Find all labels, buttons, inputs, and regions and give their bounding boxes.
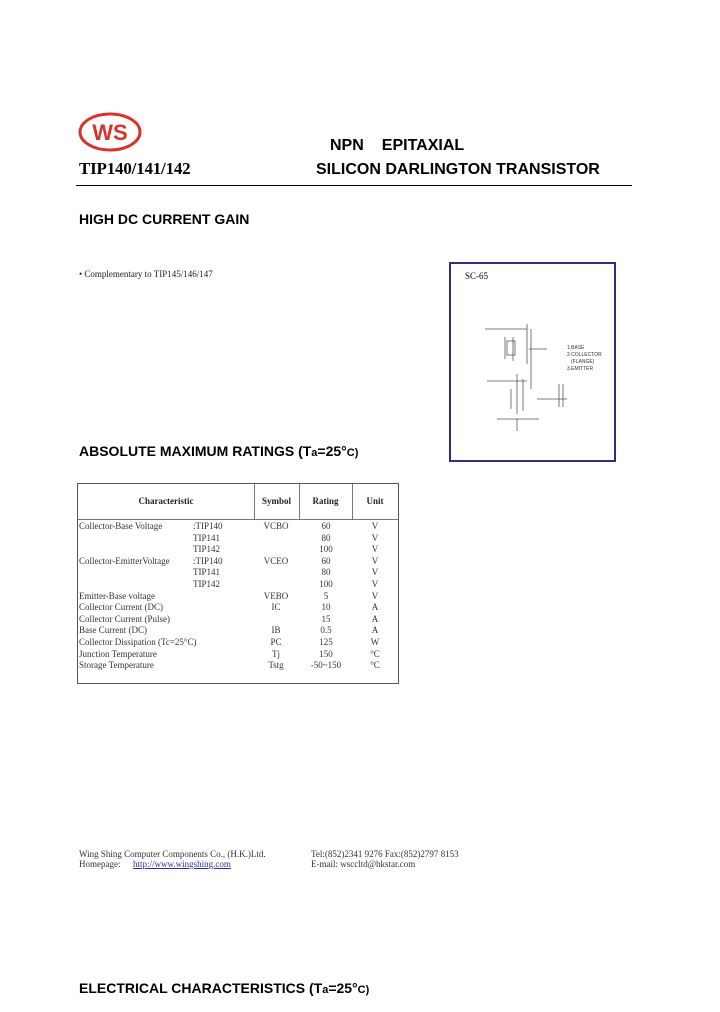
cell-characteristic: Collector-Base Voltage — [79, 521, 163, 531]
cell-unit: V — [371, 532, 379, 543]
package-outline-box — [449, 262, 616, 462]
table-row — [78, 614, 398, 625]
cell-characteristic: Storage Temperature — [79, 660, 154, 671]
cell-subtype: TIP141 — [193, 567, 220, 578]
cell-symbol: VCBO — [263, 521, 289, 531]
amr-heading-value: =25° — [317, 443, 347, 459]
cell-symbol: Tj — [272, 648, 280, 659]
table-row — [78, 602, 398, 613]
title-process: EPITAXIAL — [381, 137, 465, 154]
cell-characteristic: Collector Current (Pulse) — [79, 613, 170, 624]
table-row — [78, 544, 398, 555]
cell-rating: 5 — [323, 590, 329, 601]
header-divider — [76, 185, 632, 186]
cell-rating: 0.5 — [320, 625, 332, 636]
footer-email: E-mail: wsccltd@hkstar.com — [311, 859, 416, 869]
table-row — [78, 521, 398, 532]
ec-heading-sub: a — [322, 984, 329, 996]
cell-unit: V — [371, 567, 379, 578]
cell-unit: A — [371, 625, 379, 636]
table-row — [78, 591, 398, 602]
cell-rating: 150 — [319, 648, 333, 659]
title-line-1 — [330, 137, 464, 155]
cell-rating: 10 — [321, 602, 331, 613]
cell-unit: A — [371, 613, 379, 624]
homepage-link[interactable]: http://www.wingshing.com — [133, 859, 231, 869]
table-row — [78, 660, 398, 671]
cell-characteristic: Collector Current (DC) — [79, 602, 163, 613]
table-row — [78, 579, 398, 590]
cell-unit: °C — [370, 660, 380, 671]
table-row — [78, 637, 398, 648]
table-row — [78, 625, 398, 636]
package-label: SC-65 — [465, 271, 489, 281]
ec-heading-value: =25° — [328, 980, 358, 996]
footer-tel-fax: Tel:(852)2341 9276 Fax:(852)2797 8153 — [311, 849, 459, 859]
company-logo — [78, 112, 142, 152]
ec-heading — [79, 980, 369, 996]
part-number: TIP140/141/142 — [79, 159, 191, 178]
feature-note: • Complementary to TIP145/146/147 — [79, 269, 213, 279]
pin-label-2: 2.COLLECTOR — [567, 352, 602, 358]
logo-text: WS — [92, 120, 128, 145]
pin-label-4: 3.EMITTER — [567, 366, 594, 372]
cell-subtype: TIP142 — [193, 579, 220, 589]
cell-rating: 80 — [321, 567, 331, 578]
ec-heading-prefix: ELECTRICAL CHARACTERISTICS (T — [79, 980, 323, 996]
cell-symbol: IC — [271, 602, 281, 613]
feature-heading: HIGH DC CURRENT GAIN — [79, 211, 250, 227]
title-type: NPN — [330, 137, 364, 154]
pin-label-3: (FLANGE) — [571, 359, 595, 365]
cell-rating: 15 — [321, 613, 331, 624]
cell-characteristic: Base Current (DC) — [79, 625, 147, 636]
col-header-symbol: Symbol — [261, 496, 291, 506]
cell-unit: V — [371, 590, 379, 601]
cell-symbol: IB — [271, 625, 281, 636]
cell-rating: 100 — [319, 544, 333, 555]
col-header-characteristic: Characteristic — [138, 496, 194, 506]
cell-unit: V — [371, 555, 379, 566]
col-header-rating: Rating — [312, 496, 339, 506]
cell-symbol: VCEO — [263, 555, 289, 566]
cell-characteristic: Collector-EmitterVoltage — [79, 555, 170, 566]
package-drawing — [467, 319, 607, 439]
header-rule — [78, 519, 398, 520]
cell-rating: 125 — [319, 637, 333, 647]
cell-rating: 60 — [321, 521, 331, 531]
table-row — [78, 649, 398, 660]
footer-company: Wing Shing Computer Components Co., (H.K.)Ltd. — [79, 849, 266, 859]
footer-homepage-label: Homepage: — [79, 859, 121, 869]
cell-unit: W — [370, 637, 380, 647]
cell-characteristic: Junction Temperature — [79, 648, 157, 659]
pin-label-1: 1.BASE — [567, 345, 585, 351]
cell-rating: -50~150 — [310, 660, 342, 671]
table-row — [78, 533, 398, 544]
cell-subtype: TIP141 — [193, 532, 220, 543]
cell-unit: V — [371, 579, 379, 589]
cell-subtype: :TIP140 — [193, 555, 223, 566]
ratings-table — [77, 483, 399, 684]
ec-heading-unit: C) — [357, 984, 370, 996]
table-row — [78, 567, 398, 578]
cell-unit: °C — [370, 648, 380, 659]
cell-symbol: PC — [270, 637, 282, 647]
cell-symbol: VEBO — [263, 590, 289, 601]
cell-subtype: TIP142 — [193, 544, 220, 555]
amr-heading-sub: a — [311, 447, 318, 459]
cell-characteristic: Emitter-Base voltage — [79, 590, 156, 601]
cell-rating: 80 — [321, 532, 331, 543]
cell-rating: 60 — [321, 555, 331, 566]
amr-heading-prefix: ABSOLUTE MAXIMUM RATINGS (T — [79, 443, 312, 459]
cell-unit: V — [371, 544, 379, 555]
cell-symbol: Tstg — [268, 660, 284, 671]
table-row — [78, 556, 398, 567]
amr-heading — [79, 443, 358, 459]
amr-heading-unit: C) — [346, 447, 359, 459]
col-header-unit: Unit — [366, 496, 384, 506]
title-device: SILICON DARLINGTON TRANSISTOR — [316, 161, 600, 178]
cell-characteristic: Collector Dissipation (Tc=25°C) — [79, 637, 197, 647]
cell-unit: A — [371, 602, 379, 613]
cell-subtype: :TIP140 — [193, 521, 223, 531]
cell-rating: 100 — [319, 579, 333, 589]
cell-unit: V — [371, 521, 379, 531]
